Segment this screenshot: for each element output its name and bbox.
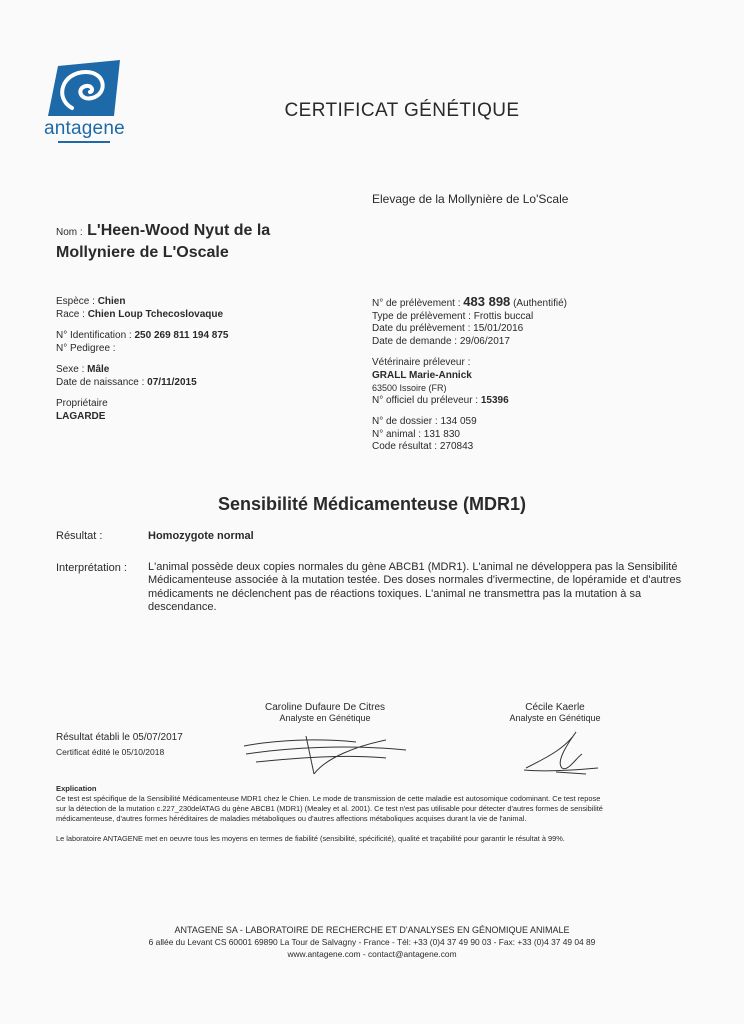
- explanation-line: Ce test est spécifique de la Sensibilité Médicamenteuse MDR1 chez le Chien. Le mode de transmission de cette maladie est autosomique codominant. Ce test repose: [56, 794, 601, 803]
- interpretation-line: médicaments ne déclenchent pas de réactions toxiques. L'animal ne transmettra pas la mutation à sa: [148, 587, 642, 600]
- animal-name-line2: Mollyniere de L'Oscale: [56, 244, 229, 261]
- request-date-label: Date de demande :: [372, 335, 458, 347]
- test-title: Sensibilité Médicamenteuse (MDR1): [217, 494, 527, 514]
- result-code-label: Code résultat :: [372, 441, 438, 452]
- interpretation-line: L'animal possède deux copies normales du gène ABCB1 (MDR1). L'animal ne développera pas la Sensibilité: [148, 561, 678, 573]
- result-label: Résultat :: [56, 530, 103, 542]
- sample-info: [372, 296, 567, 454]
- logo-wordmark: antagene: [44, 118, 125, 139]
- explanation-line: médicamenteuse, d'autres formes héréditaires de maladies métaboliques ou d'autres affections métaboliques acquises durant la vie de l'animal.: [56, 814, 527, 823]
- signatory-1-role: Analyste en Génétique: [279, 713, 371, 723]
- sample-date-value: 15/01/2016: [473, 323, 524, 334]
- result-code-value: 270843: [439, 441, 474, 452]
- vet-number-label: N° officiel du préleveur :: [372, 394, 479, 406]
- interpretation-text: [148, 561, 688, 615]
- breeder-name: Elevage de la Mollynière de Lo'Scale: [372, 192, 569, 206]
- file-number-value: 134 059: [440, 416, 477, 427]
- sex-value: Mâle: [87, 364, 110, 375]
- animal-info: [56, 296, 228, 423]
- animal-name-block: [56, 220, 356, 264]
- sample-type-value: Frottis buccal: [473, 310, 534, 322]
- certificate-edited-date: Certificat édité le 05/10/2018: [56, 747, 165, 757]
- animal-name-line1: L'Heen-Wood Nyut de la: [87, 222, 271, 239]
- footer-company: ANTAGENE SA - LABORATOIRE DE RECHERCHE ET D'ANALYSES EN GÉNOMIQUE ANIMALE: [174, 925, 570, 935]
- footer: [0, 924, 744, 960]
- sample-number-value: 483 898: [463, 294, 511, 309]
- signatory-2-role: Analyste en Génétique: [509, 713, 601, 723]
- result-established-date: Résultat établi le 05/07/2017: [56, 732, 183, 743]
- reliability-note: Le laboratoire ANTAGENE met en oeuvre tous les moyens en termes de fiabilité (sensibilité, spécificité), qualité et traçabilité pour garantir le résultat à 99%.: [56, 834, 565, 843]
- sample-type-label: Type de prélèvement :: [372, 310, 471, 322]
- species-value: Chien: [97, 296, 126, 307]
- animal-number-value: 131 830: [423, 428, 460, 440]
- logo-underline: [58, 141, 110, 143]
- birthdate-value: 07/11/2015: [147, 376, 197, 388]
- vet-city: 63500 Issoire (FR): [372, 383, 447, 393]
- owner-value: LAGARDE: [56, 410, 106, 422]
- footer-address: 6 allée du Levant CS 60001 69890 La Tour de Salvagny - France - Tél: +33 (0)4 37 49 90 03 - Fax: +33 (0)4 37 49 04 89: [148, 937, 596, 947]
- pedigree-label: N° Pedigree :: [56, 342, 116, 354]
- breed-label: Race :: [56, 308, 85, 320]
- identification-label: N° Identification :: [56, 330, 132, 341]
- name-label: Nom :: [56, 227, 83, 238]
- explanation-line: sur la détection de la mutation c.227_230delATAG du gène ABCB1 (MDR1) (Mealey et al. 2001). Ce test n'est pas utilisable pour détecter d'autres formes de sensibilité: [56, 804, 603, 813]
- species-label: Espèce :: [56, 296, 95, 307]
- file-number-label: N° de dossier :: [372, 416, 438, 427]
- certificate-title: CERTIFICAT GÉNÉTIQUE: [284, 100, 520, 121]
- sample-number-label: N° de prélèvement :: [372, 298, 461, 309]
- signatory-2-name: Cécile Kaerle: [525, 702, 585, 713]
- result-value: Homozygote normal: [148, 530, 254, 542]
- signatory-2: [480, 702, 630, 723]
- interpretation-line: descendance.: [148, 601, 217, 614]
- vet-number-value: 15396: [480, 394, 509, 406]
- explanation-block: [56, 784, 696, 844]
- sample-date-label: Date du prélèvement :: [372, 323, 471, 334]
- interpretation-label: Interprétation :: [56, 562, 127, 574]
- interpretation-line: Médicamenteuse associée à la mutation testée. Des doses normales d'ivermectine, de lopéramide et d'autres: [148, 574, 682, 587]
- sample-auth-note: (Authentifié): [513, 298, 567, 309]
- birthdate-label: Date de naissance :: [56, 376, 145, 388]
- breed-value: Chien Loup Tchecoslovaque: [87, 308, 224, 320]
- identification-value: 250 269 811 194 875: [134, 330, 229, 341]
- vet-name: GRALL Marie-Annick: [372, 369, 472, 381]
- animal-number-label: N° animal :: [372, 428, 422, 440]
- owner-label: Propriétaire: [56, 398, 108, 409]
- signature-2-drawing: [516, 728, 606, 778]
- request-date-value: 29/06/2017: [459, 335, 510, 347]
- vet-label: Vétérinaire préleveur :: [372, 357, 471, 368]
- explanation-title: Explication: [56, 784, 97, 793]
- signatory-1: [240, 702, 410, 723]
- signature-1-drawing: [236, 728, 416, 778]
- signatory-1-name: Caroline Dufaure De Citres: [264, 702, 386, 713]
- sex-label: Sexe :: [56, 364, 85, 375]
- footer-contact: www.antagene.com - contact@antagene.com: [287, 949, 457, 959]
